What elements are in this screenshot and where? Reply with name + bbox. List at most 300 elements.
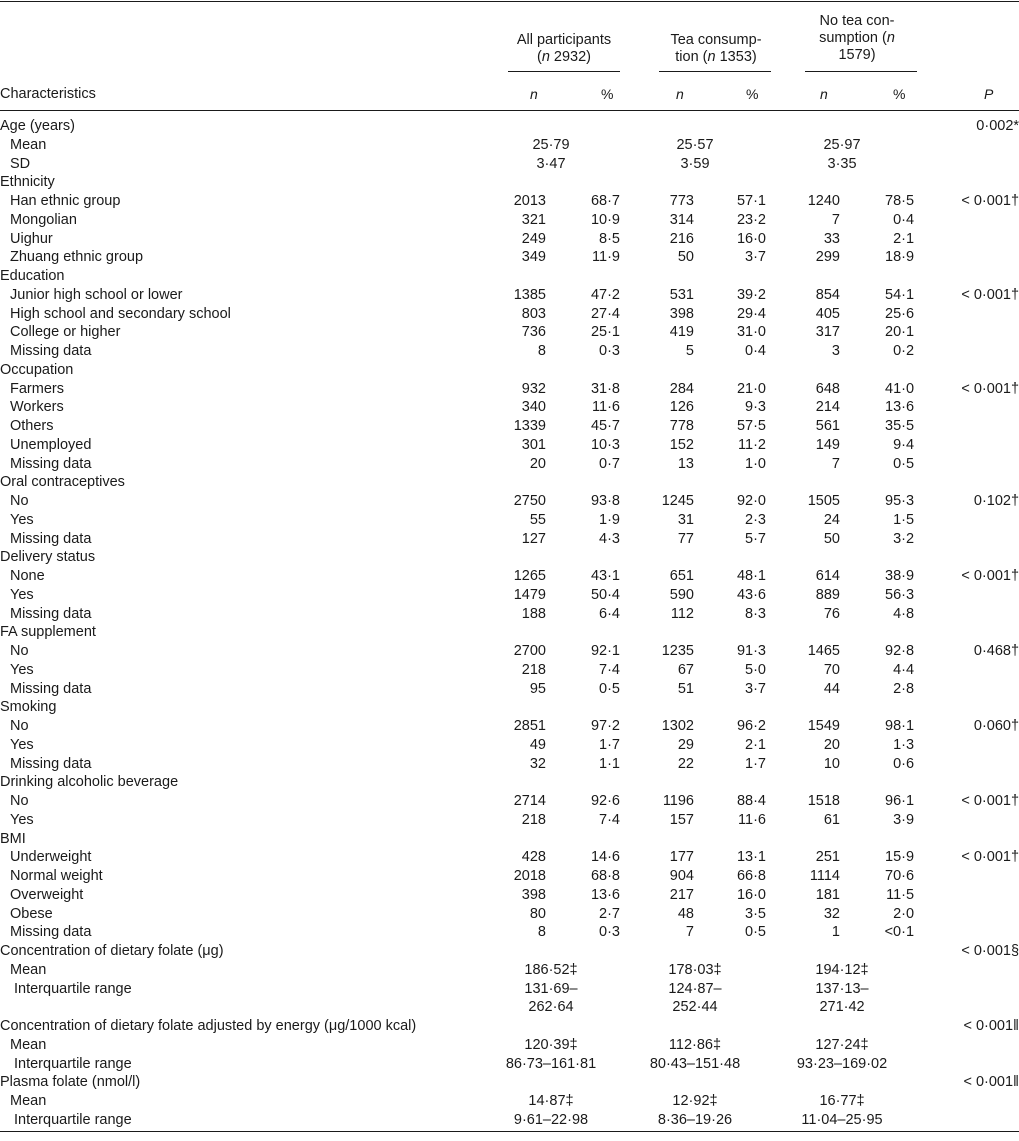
- n-tea: 67: [677, 661, 694, 678]
- pct-tea: 11·2: [738, 436, 766, 453]
- pct-notea: 13·6: [885, 399, 915, 416]
- table-row: [0, 380, 1019, 399]
- p-value: [916, 867, 1019, 886]
- section-row: [0, 361, 1019, 380]
- n-tea: 590: [669, 586, 694, 603]
- n-all: 80: [529, 905, 546, 922]
- n-tea: 216: [669, 230, 694, 247]
- n-all: 1339: [513, 418, 546, 434]
- row-label: Missing data: [10, 755, 92, 772]
- pct-notea: 95·3: [885, 493, 915, 509]
- section-label: Education: [0, 268, 65, 284]
- p-value: < 0·001†: [961, 193, 1019, 209]
- section-label: BMI: [0, 830, 26, 847]
- n-all: 2851: [513, 718, 546, 734]
- p-value: [916, 923, 1019, 942]
- n-all: 1385: [513, 286, 546, 303]
- pct-all: 97·2: [590, 718, 620, 734]
- n-notea: 251: [815, 849, 840, 866]
- pct-notea: 2·1: [893, 230, 915, 247]
- row-label: Yes: [10, 511, 34, 528]
- n-tea: 48: [677, 905, 694, 922]
- row-label: Interquartile range: [14, 1055, 132, 1072]
- pct-tea: 21·0: [736, 380, 766, 397]
- n-tea: 1302: [661, 718, 694, 734]
- n-notea: 61: [823, 811, 840, 828]
- p-value: [916, 455, 1019, 474]
- n-all: 8: [537, 343, 546, 359]
- row-label: Yes: [10, 736, 34, 753]
- n-tea: 177: [669, 849, 694, 866]
- n-notea: 32: [823, 905, 840, 922]
- row-label: Normal weight: [10, 868, 103, 884]
- section-label: Smoking: [0, 699, 57, 716]
- n-notea: 7: [831, 455, 840, 472]
- n-tea: 112: [670, 605, 694, 622]
- pct-all: 45·7: [590, 418, 620, 434]
- pct-all: 6·4: [599, 605, 620, 622]
- row-label: Yes: [10, 661, 34, 678]
- n-notea: 214: [815, 399, 840, 416]
- value-tea: 252·44: [672, 999, 718, 1016]
- pct-tea: 2·3: [745, 511, 766, 528]
- n-notea: 1240: [807, 193, 840, 209]
- value-all: 262·64: [528, 999, 574, 1016]
- pct-all: 43·1: [590, 568, 620, 584]
- pct-all: 25·1: [590, 324, 620, 341]
- n-notea: 149: [815, 436, 840, 453]
- n-tea: 651: [669, 568, 694, 584]
- n-tea: 7: [685, 924, 694, 941]
- n-all: 32: [529, 755, 546, 772]
- pct-notea: 18·9: [885, 249, 915, 266]
- header-group-tea-line1: Tea consump-: [670, 32, 762, 48]
- n-all: 803: [521, 305, 546, 322]
- n-notea: 7: [831, 211, 840, 228]
- pct-notea: 78·5: [885, 193, 915, 209]
- n-tea: 29: [677, 736, 694, 753]
- n-all: 1479: [513, 586, 546, 603]
- pct-all: 92·1: [590, 643, 620, 659]
- n-all: 218: [521, 811, 546, 828]
- n-tea: 50: [677, 249, 694, 266]
- col-pct-all: %: [601, 86, 614, 102]
- section-row: [0, 117, 1019, 136]
- n-notea: 561: [815, 418, 840, 434]
- p-value: [916, 680, 1019, 699]
- table-top-rule: [0, 1, 1019, 2]
- pct-all: 10·3: [590, 436, 620, 453]
- pct-tea: 16·0: [736, 886, 766, 903]
- p-value: 0·102†: [973, 493, 1019, 509]
- pct-all: 93·8: [590, 493, 620, 509]
- col-n-tea: n: [676, 86, 684, 102]
- p-value: [916, 698, 1019, 717]
- col-n-all: n: [530, 86, 538, 102]
- n-all: 736: [521, 324, 546, 341]
- row-label: Underweight: [10, 849, 92, 866]
- header-group-tea-line2: tion (n 1353): [675, 49, 757, 65]
- value-notea: 11·04–25·95: [801, 1111, 883, 1128]
- n-tea: 1196: [662, 793, 694, 809]
- pct-notea: 0·4: [893, 211, 915, 228]
- n-tea: 152: [669, 436, 694, 453]
- table-row: [0, 248, 1019, 267]
- pct-tea: 1·0: [745, 455, 766, 472]
- row-label: Workers: [10, 399, 64, 416]
- pct-tea: 0·4: [745, 343, 766, 359]
- row-label: Missing data: [10, 343, 92, 359]
- pct-tea: 3·7: [745, 249, 766, 266]
- row-label: Overweight: [10, 886, 84, 903]
- p-value: [916, 661, 1019, 680]
- section-row: [0, 773, 1019, 792]
- n-notea: 1518: [807, 793, 840, 809]
- n-notea: 20: [823, 736, 840, 753]
- table-row: [0, 1111, 1019, 1130]
- pct-tea: 3·7: [745, 680, 766, 697]
- n-all: 428: [521, 849, 546, 866]
- n-all: 2750: [513, 493, 546, 509]
- row-label: No: [10, 643, 29, 659]
- pct-all: 68·7: [590, 193, 620, 209]
- row-label: No: [10, 718, 29, 734]
- section-label: Age (years): [0, 118, 75, 134]
- pct-notea: 9·4: [893, 436, 915, 453]
- table-row: [0, 605, 1019, 624]
- table-row: [0, 136, 1019, 155]
- row-label: [0, 998, 480, 1017]
- n-notea: 3: [831, 343, 840, 359]
- section-row: [0, 830, 1019, 849]
- pct-all: 1·7: [599, 736, 620, 753]
- pct-tea: 16·0: [736, 230, 766, 247]
- value-all: 25·79: [532, 136, 570, 153]
- value-tea: 80·43–151·48: [649, 1055, 741, 1072]
- n-notea: 1114: [809, 868, 840, 884]
- pct-all: 50·4: [590, 586, 620, 603]
- n-notea: 24: [823, 511, 840, 528]
- section-row: [0, 267, 1019, 286]
- pct-notea: 38·9: [885, 568, 915, 584]
- pct-tea: 57·5: [736, 418, 766, 434]
- n-tea: 773: [669, 193, 694, 209]
- row-label: Missing data: [10, 530, 92, 547]
- pct-all: 27·4: [590, 305, 620, 322]
- row-label: Missing data: [10, 924, 92, 941]
- p-value: [916, 323, 1019, 342]
- pct-notea: 4·8: [893, 605, 915, 622]
- p-value: [916, 905, 1019, 924]
- pct-all: 11·9: [592, 249, 620, 266]
- pct-tea: 92·0: [736, 493, 766, 509]
- row-label: Uighur: [10, 230, 53, 247]
- pct-all: 13·6: [590, 886, 620, 903]
- n-notea: 648: [815, 380, 840, 397]
- section-label: Delivery status: [0, 549, 96, 566]
- table-row: [0, 192, 1019, 211]
- p-value: [916, 736, 1019, 755]
- p-value: [916, 755, 1019, 774]
- n-tea: 314: [669, 211, 694, 228]
- p-value: [916, 211, 1019, 230]
- p-value: [916, 886, 1019, 905]
- p-value: [916, 605, 1019, 624]
- p-value: [916, 305, 1019, 324]
- pct-tea: 57·1: [736, 193, 766, 209]
- n-notea: 1: [831, 924, 840, 941]
- p-value: [916, 417, 1019, 436]
- table-row: [0, 680, 1019, 699]
- pct-notea: 15·9: [885, 849, 915, 866]
- value-notea: 137·13–: [815, 980, 869, 997]
- n-tea: 778: [669, 418, 694, 434]
- pct-notea: 20·1: [885, 324, 915, 341]
- p-value: < 0·001ǁ: [963, 1018, 1019, 1034]
- pct-all: 10·9: [590, 211, 620, 228]
- section-row: [0, 1073, 1019, 1092]
- n-notea: 405: [815, 305, 840, 322]
- pct-tea: 11·6: [738, 811, 766, 828]
- value-all: 9·61–22·98: [513, 1111, 589, 1128]
- table-row: [0, 980, 1019, 999]
- value-notea: 16·77‡: [819, 1093, 865, 1109]
- p-value: < 0·001†: [961, 380, 1019, 397]
- pct-notea: 11·5: [886, 886, 915, 903]
- n-notea: 889: [815, 586, 840, 603]
- table-row: [0, 455, 1019, 474]
- table-row: [0, 305, 1019, 324]
- n-tea: 1245: [661, 493, 694, 509]
- row-label: Han ethnic group: [10, 193, 121, 209]
- n-tea: 31: [677, 511, 694, 528]
- pct-tea: 43·6: [736, 586, 766, 603]
- pct-all: 0·3: [599, 924, 620, 941]
- table-row: [0, 736, 1019, 755]
- row-label: Others: [10, 418, 54, 434]
- section-label: Concentration of dietary folate adjusted by energy (μg/1000 kcal): [0, 1018, 417, 1034]
- pct-notea: 56·3: [885, 586, 915, 603]
- pct-notea: 2·8: [893, 680, 915, 697]
- n-all: 349: [521, 249, 546, 266]
- value-notea: 3·35: [827, 155, 857, 172]
- n-notea: 299: [815, 249, 840, 266]
- pct-notea: 92·8: [885, 643, 915, 659]
- n-tea: 904: [669, 868, 694, 884]
- value-tea: 8·36–19·26: [657, 1111, 733, 1128]
- p-value: < 0·001ǁ: [963, 1074, 1019, 1091]
- table-row: [0, 905, 1019, 924]
- table-row: [0, 417, 1019, 436]
- value-all: 131·69–: [524, 980, 578, 997]
- value-all: 3·47: [536, 155, 566, 172]
- row-label: Obese: [10, 905, 53, 922]
- pct-tea: 9·3: [745, 399, 766, 416]
- pct-notea: 35·5: [885, 418, 915, 434]
- pct-all: 4·3: [599, 530, 620, 547]
- n-notea: 181: [815, 886, 840, 903]
- pct-notea: 54·1: [885, 286, 915, 303]
- p-value: [916, 155, 1019, 174]
- header-group-all-underline: [508, 71, 620, 72]
- pct-all: 14·6: [590, 849, 620, 866]
- pct-tea: 31·0: [736, 324, 766, 341]
- pct-notea: 0·6: [893, 755, 915, 772]
- pct-all: 7·4: [599, 811, 620, 828]
- pct-all: 8·5: [599, 230, 620, 247]
- n-tea: 419: [669, 324, 694, 341]
- value-tea: 3·59: [680, 155, 710, 172]
- table-row: [0, 530, 1019, 549]
- pct-notea: 41·0: [885, 380, 915, 397]
- header-group-notea: [795, 13, 919, 64]
- section-row: [0, 698, 1019, 717]
- pct-all: 7·4: [599, 661, 620, 678]
- section-row: [0, 1017, 1019, 1036]
- n-tea: 217: [669, 886, 694, 903]
- value-notea: 271·42: [819, 999, 865, 1016]
- p-value: [916, 361, 1019, 380]
- header-group-notea-line1: No tea con-: [819, 13, 895, 29]
- n-notea: 10: [823, 755, 840, 772]
- n-tea: 126: [669, 399, 694, 416]
- row-label: Mean: [10, 136, 47, 153]
- pct-all: 92·6: [590, 793, 620, 809]
- value-tea: 112·86‡: [668, 1036, 722, 1053]
- pct-tea: 3·5: [745, 905, 766, 922]
- header-group-tea-underline: [659, 71, 771, 72]
- value-all: 120·39‡: [524, 1036, 578, 1053]
- table-row: [0, 342, 1019, 361]
- p-value: [916, 830, 1019, 849]
- n-all: 218: [521, 661, 546, 678]
- pct-tea: 66·8: [736, 868, 766, 884]
- table-row: [0, 1092, 1019, 1111]
- pct-notea: 3·2: [893, 530, 915, 547]
- row-label: Yes: [10, 811, 34, 828]
- p-value: < 0·001†: [961, 793, 1019, 809]
- n-tea: 531: [669, 286, 694, 303]
- pct-tea: 2·1: [745, 736, 766, 753]
- col-pct-notea: %: [893, 86, 906, 102]
- table-row: [0, 867, 1019, 886]
- p-value: [916, 1036, 1019, 1055]
- p-value: [916, 230, 1019, 249]
- section-row: [0, 623, 1019, 642]
- pct-all: 0·5: [599, 680, 620, 697]
- header-group-all: [500, 32, 628, 66]
- pct-tea: 8·3: [745, 605, 766, 622]
- pct-notea: 4·4: [893, 661, 915, 678]
- n-all: 321: [521, 211, 546, 228]
- header-bottom-rule: [0, 110, 1019, 111]
- n-all: 188: [521, 605, 546, 622]
- row-label: Yes: [10, 586, 34, 603]
- table-row: [0, 1036, 1019, 1055]
- p-value: [916, 586, 1019, 605]
- p-value: [916, 811, 1019, 830]
- pct-all: 2·7: [599, 905, 620, 922]
- n-tea: 398: [669, 305, 694, 322]
- n-notea: 70: [823, 661, 840, 678]
- n-all: 2013: [513, 193, 546, 209]
- n-tea: 77: [677, 530, 694, 547]
- table-row: [0, 511, 1019, 530]
- p-value: [916, 436, 1019, 455]
- table-row: [0, 286, 1019, 305]
- row-label: SD: [10, 155, 31, 172]
- pct-all: 11·6: [592, 399, 620, 416]
- pct-all: 68·8: [590, 868, 620, 884]
- pct-notea: 0·5: [893, 455, 915, 472]
- pct-all: 1·9: [599, 511, 620, 528]
- table-row: [0, 755, 1019, 774]
- table-row: [0, 717, 1019, 736]
- n-notea: 854: [815, 286, 840, 303]
- pct-all: 1·1: [599, 755, 620, 772]
- table-row: [0, 586, 1019, 605]
- table-row: [0, 155, 1019, 174]
- value-notea: 25·97: [823, 136, 861, 153]
- header-group-notea-line3: 1579): [838, 47, 876, 63]
- n-tea: 1235: [661, 643, 694, 659]
- row-label: Missing data: [10, 455, 92, 472]
- value-tea: 124·87–: [668, 980, 722, 997]
- pct-notea: 3·9: [893, 811, 915, 828]
- row-label: No: [10, 493, 29, 509]
- section-label: Plasma folate (nmol/l): [0, 1074, 141, 1091]
- header-group-notea-underline: [805, 71, 917, 72]
- n-all: 20: [529, 455, 546, 472]
- n-notea: 33: [823, 230, 840, 247]
- table-row: [0, 811, 1019, 830]
- table-row: [0, 642, 1019, 661]
- value-tea: 12·92‡: [672, 1093, 718, 1109]
- col-p: P: [984, 86, 994, 102]
- header-group-all-line1: All participants: [516, 32, 612, 48]
- n-notea: 50: [823, 530, 840, 547]
- section-label: Oral contraceptives: [0, 474, 125, 491]
- n-notea: 1505: [807, 493, 840, 509]
- pct-tea: 29·4: [736, 305, 766, 322]
- section-label: FA supplement: [0, 624, 96, 641]
- pct-tea: 88·4: [736, 793, 766, 809]
- table-row: [0, 230, 1019, 249]
- n-tea: 13: [677, 455, 694, 472]
- n-all: 249: [521, 230, 546, 247]
- n-notea: 614: [815, 568, 840, 584]
- n-all: 340: [521, 399, 546, 416]
- value-all: 186·52‡: [524, 961, 578, 978]
- row-label: Missing data: [10, 605, 92, 622]
- pct-tea: 23·2: [736, 211, 766, 228]
- n-tea: 157: [669, 811, 694, 828]
- p-value: [916, 1092, 1019, 1111]
- section-row: [0, 942, 1019, 961]
- p-value: < 0·001§: [961, 943, 1019, 959]
- col-characteristics: Characteristics: [0, 86, 96, 102]
- n-all: 127: [521, 530, 546, 547]
- p-value: [916, 623, 1019, 642]
- pct-tea: 5·0: [745, 661, 766, 678]
- p-value: < 0·001†: [961, 849, 1019, 866]
- row-label: Mean: [10, 961, 47, 978]
- table-row: [0, 792, 1019, 811]
- section-label: Drinking alcoholic beverage: [0, 774, 179, 791]
- n-all: 932: [521, 380, 546, 397]
- table-row: [0, 848, 1019, 867]
- value-notea: 93·23–169·02: [796, 1055, 888, 1072]
